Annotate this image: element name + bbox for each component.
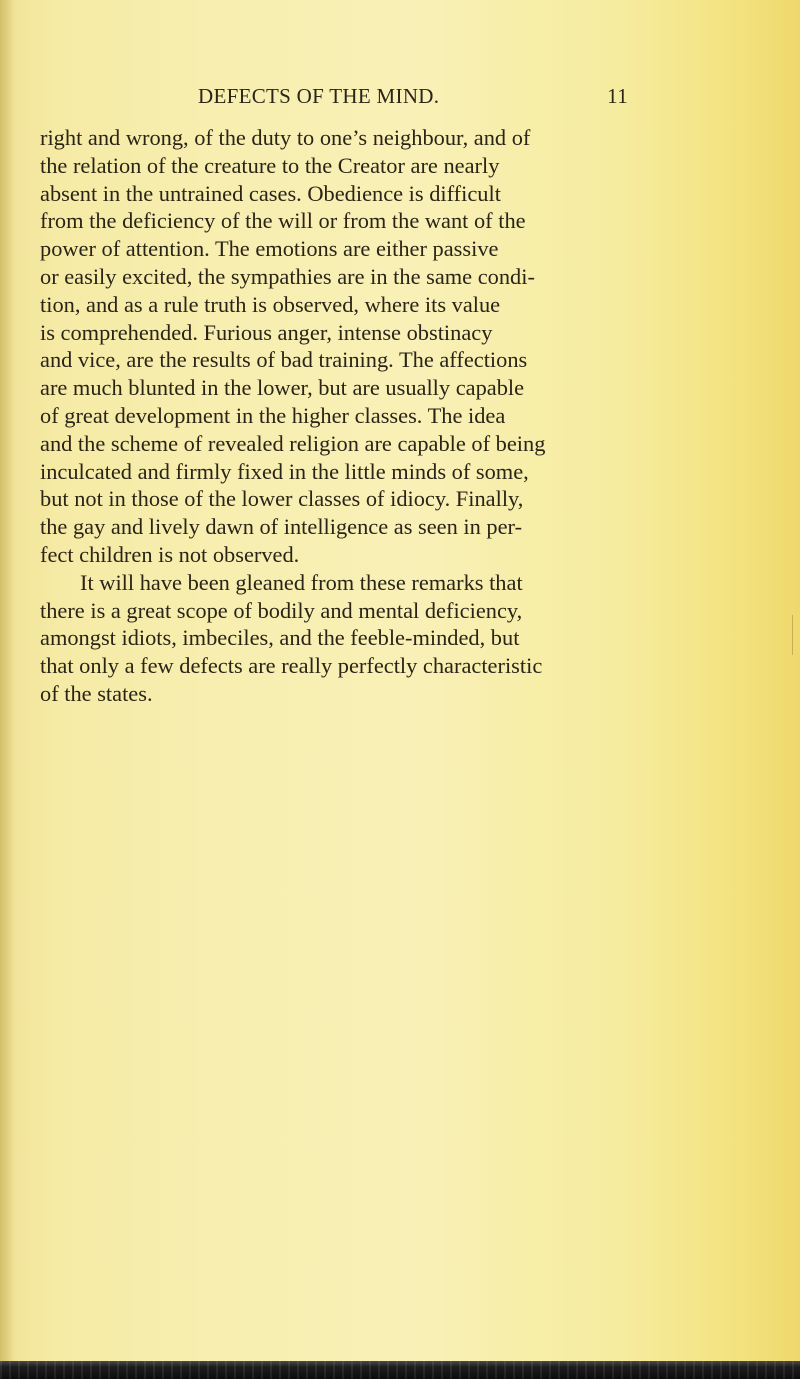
text-line: of great development in the higher classes. The idea bbox=[40, 402, 506, 428]
text-line: right and wrong, of the duty to one’s neighbour, and of bbox=[40, 125, 531, 150]
text-line: but not in those of the lower classes of idiocy. Finally, bbox=[40, 486, 524, 512]
text-line: the relation of the creature to the Creator are nearly bbox=[40, 152, 500, 178]
text-line: are much blunted in the lower, but are usually capable bbox=[40, 375, 525, 401]
text-line: that only a few defects are really perfectly characteristic bbox=[40, 653, 543, 679]
text-line: amongst idiots, imbeciles, and the feeble-minded, but bbox=[40, 625, 520, 651]
text-line: absent in the untrained cases. Obedience is difficult bbox=[40, 180, 501, 206]
running-title: DEFECTS OF THE MIND. bbox=[198, 84, 440, 108]
text-line: tion, and as a rule truth is observed, where its value bbox=[40, 291, 501, 317]
page-edge-mark bbox=[792, 615, 798, 655]
text-line: there is a great scope of bodily and mental deficiency, bbox=[40, 597, 523, 623]
gutter-shadow bbox=[0, 0, 14, 1379]
text-line: It will have been gleaned from these remarks that bbox=[80, 569, 523, 595]
text-line: power of attention. The emotions are either passive bbox=[40, 236, 499, 262]
scan-bottom-edge-texture bbox=[0, 1361, 800, 1379]
text-line: from the deficiency of the will or from the want of the bbox=[40, 208, 526, 234]
running-head bbox=[198, 84, 628, 112]
text-line: or easily excited, the sympathies are in the same condi- bbox=[40, 263, 535, 289]
text-line: of the states. bbox=[40, 680, 153, 706]
text-line: and vice, are the results of bad training. The affections bbox=[40, 347, 528, 373]
text-line: inculcated and firmly fixed in the little minds of some, bbox=[40, 458, 529, 484]
text-line: and the scheme of revealed religion are capable of being bbox=[40, 430, 546, 456]
text-line: is comprehended. Furious anger, intense obstinacy bbox=[40, 319, 493, 345]
text-line: the gay and lively dawn of intelligence as seen in per- bbox=[40, 514, 523, 540]
page-number: 11 bbox=[607, 84, 628, 108]
body-text bbox=[40, 124, 640, 708]
text-line: fect children is not observed. bbox=[40, 541, 300, 567]
